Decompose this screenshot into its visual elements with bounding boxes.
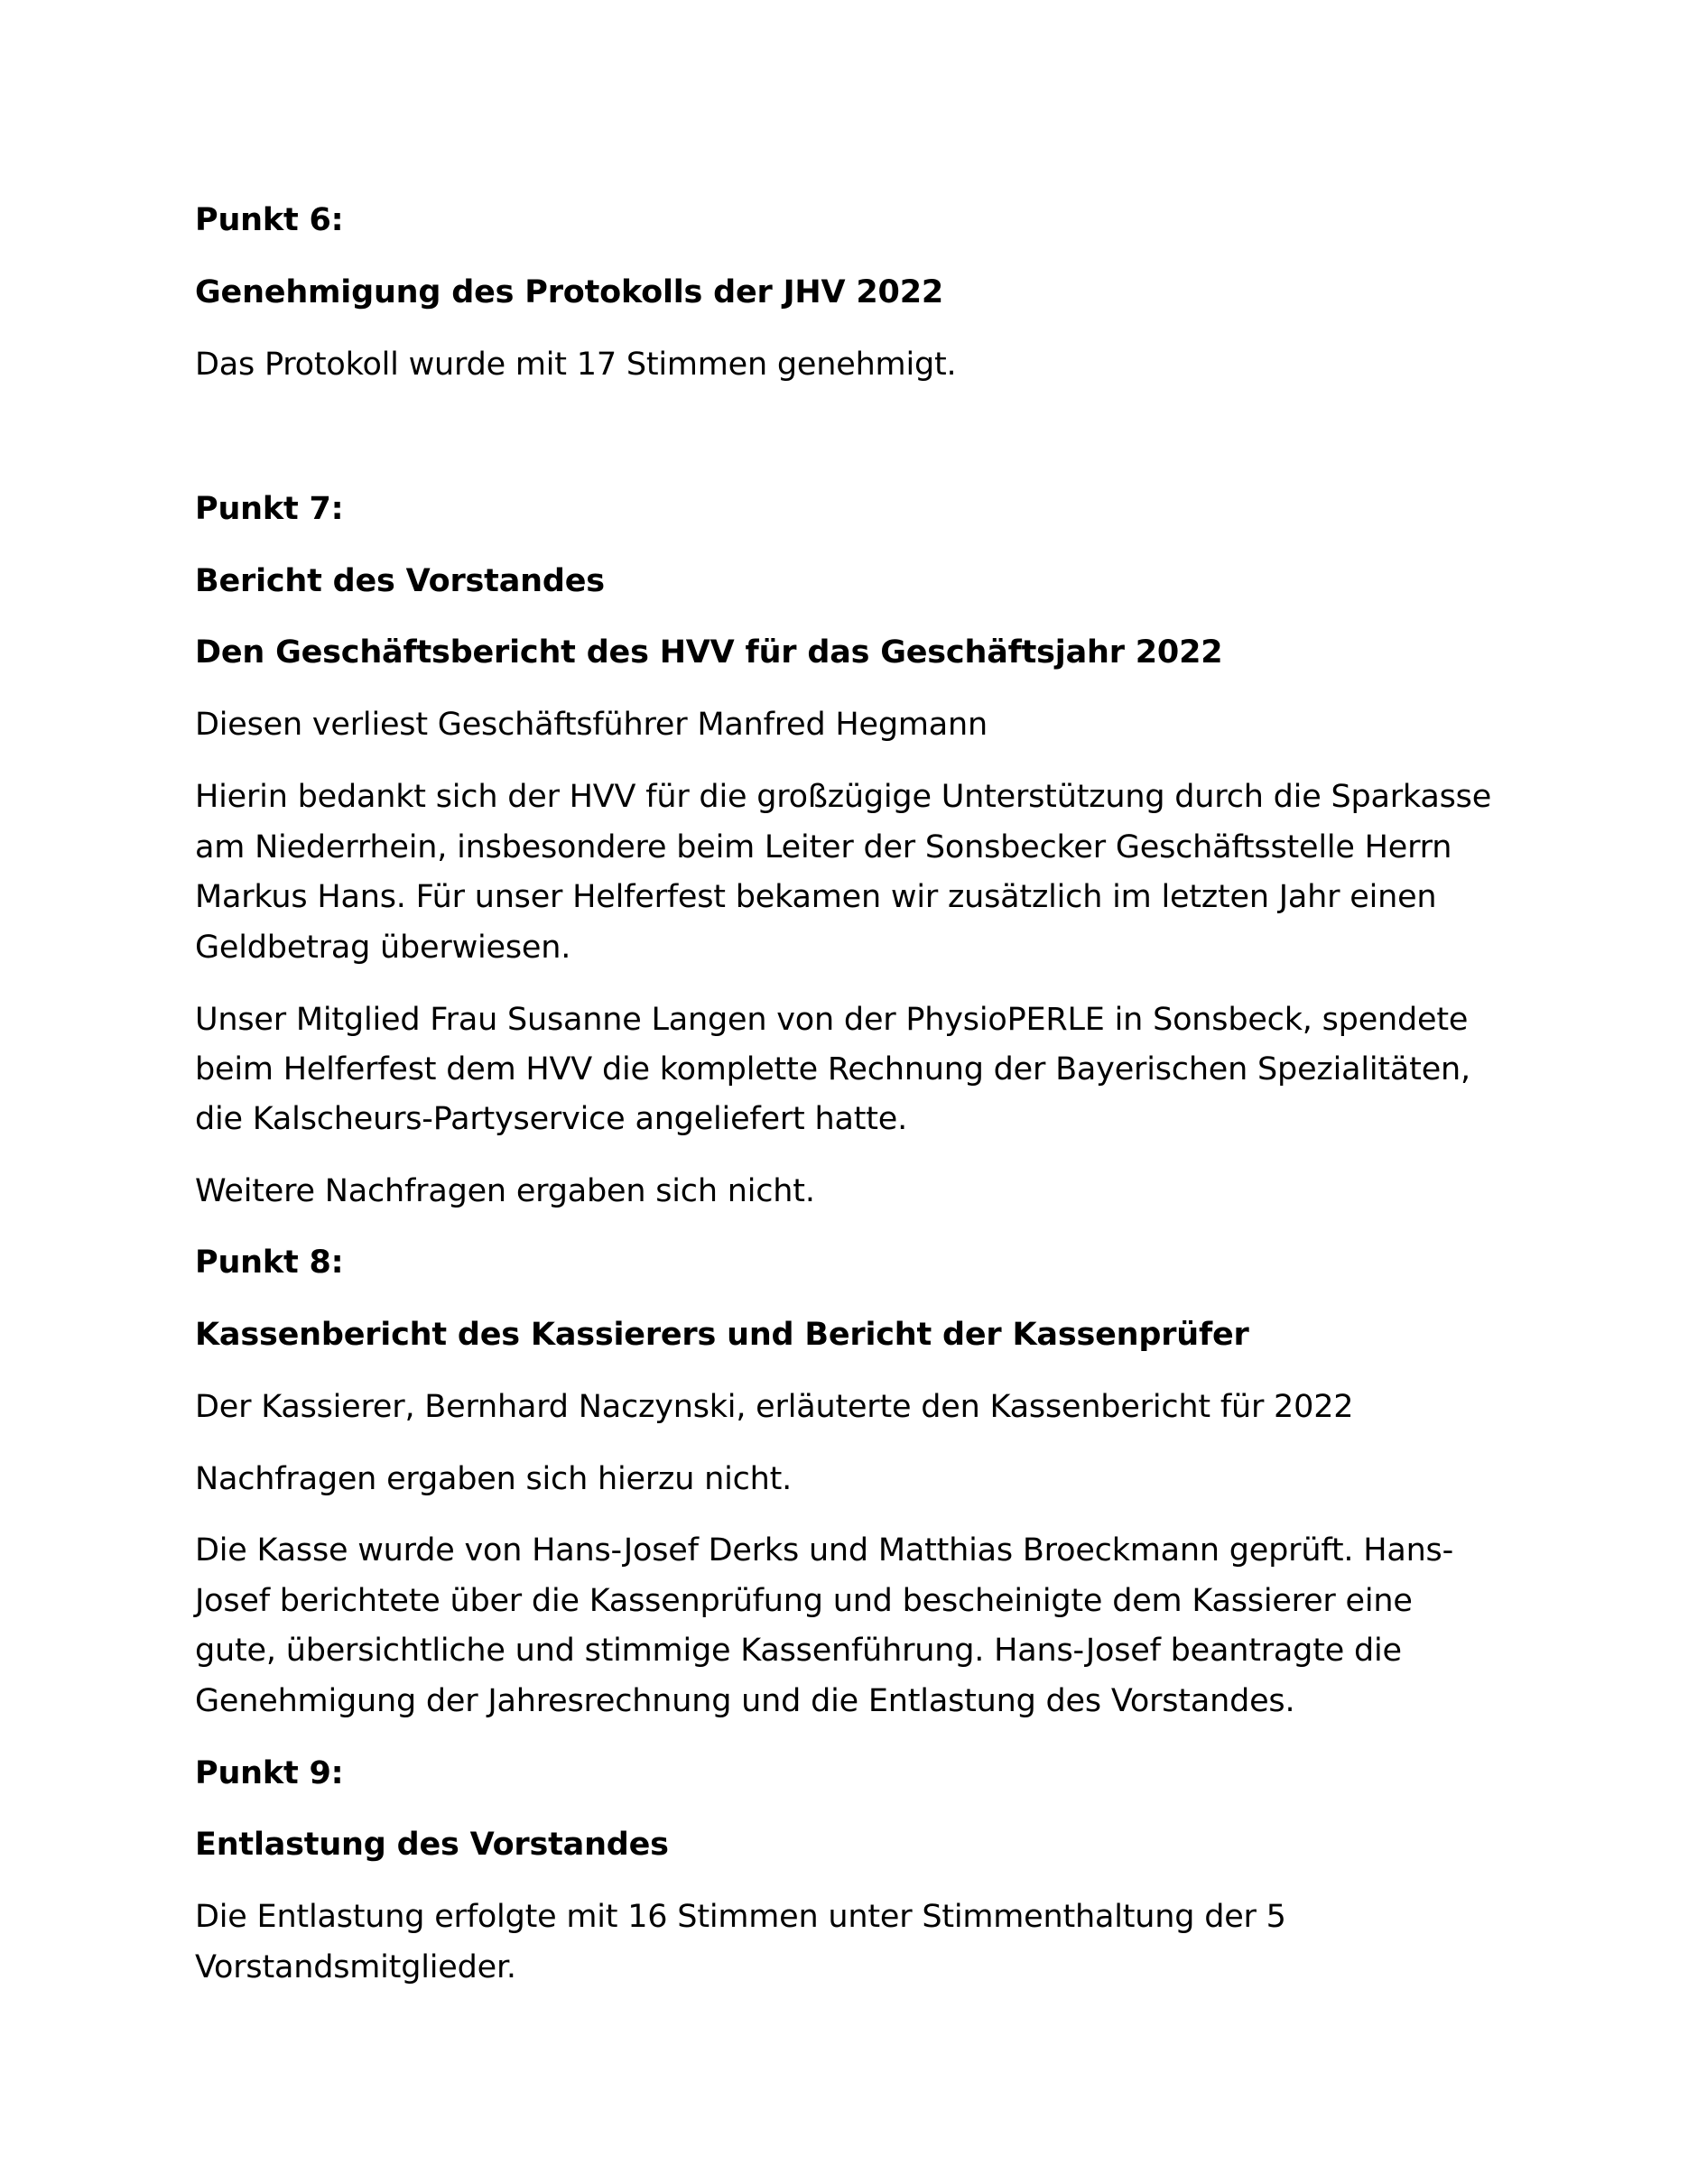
section-7-paragraph-1-line: am Niederrhein, insbesondere beim Leiter der Sonsbecker Geschäftsstelle Herrn (195, 829, 1452, 865)
section-7-paragraph-1-line: Geldbetrag überwiesen. (195, 930, 571, 966)
section-7-title: Bericht des Vorstandes (195, 563, 605, 599)
section-7-paragraph-1-line: Markus Hans. Für unser Helferfest bekamen wir zusätzlich im letzten Jahr einen (195, 879, 1437, 915)
section-8-text-1: Der Kassierer, Bernhard Naczynski, erläuterte den Kassenbericht für 2022 (195, 1389, 1354, 1425)
section-6-text: Das Protokoll wurde mit 17 Stimmen genehmigt. (195, 347, 957, 383)
section-9-paragraph-line: Die Entlastung erfolgte mit 16 Stimmen unter Stimmenthaltung der 5 (195, 1899, 1286, 1935)
section-7-paragraph-2-line: beim Helferfest dem HVV die komplette Rechnung der Bayerischen Spezialitäten, (195, 1051, 1470, 1087)
section-8-paragraph-line: Genehmigung der Jahresrechnung und die Entlastung des Vorstandes. (195, 1683, 1295, 1719)
section-6-title: Genehmigung des Protokolls der JHV 2022 (195, 274, 944, 310)
section-7-subtitle: Den Geschäftsbericht des HVV für das Geschäftsjahr 2022 (195, 634, 1223, 671)
section-7-paragraph-2-line: die Kalscheurs-Partyservice angeliefert hatte. (195, 1101, 908, 1137)
section-9-paragraph-line: Vorstandsmitglieder. (195, 1949, 516, 1985)
section-7-paragraph-2-line: Unser Mitglied Frau Susanne Langen von der PhysioPERLE in Sonsbeck, spendete (195, 1002, 1469, 1038)
section-7-intro: Diesen verliest Geschäftsführer Manfred Hegmann (195, 707, 988, 743)
section-9-heading: Punkt 9: (195, 1755, 344, 1791)
section-6-heading: Punkt 6: (195, 202, 344, 238)
section-8-paragraph-line: gute, übersichtliche und stimmige Kassenführung. Hans-Josef beantragte die (195, 1633, 1402, 1669)
section-7-paragraph-1-line: Hierin bedankt sich der HVV für die großzügige Unterstützung durch die Sparkasse (195, 779, 1492, 815)
section-8-text-2: Nachfragen ergaben sich hierzu nicht. (195, 1461, 793, 1497)
section-8-heading: Punkt 8: (195, 1245, 344, 1281)
section-8-paragraph-line: Josef berichtete über die Kassenprüfung und bescheinigte dem Kassierer eine (195, 1583, 1413, 1619)
section-7-closing: Weitere Nachfragen ergaben sich nicht. (195, 1173, 815, 1209)
section-8-paragraph-line: Die Kasse wurde von Hans-Josef Derks und Matthias Broeckmann geprüft. Hans- (195, 1532, 1454, 1569)
section-7-heading: Punkt 7: (195, 491, 344, 527)
section-9-title: Entlastung des Vorstandes (195, 1827, 669, 1863)
section-8-title: Kassenbericht des Kassierers und Bericht der Kassenprüfer (195, 1317, 1249, 1353)
